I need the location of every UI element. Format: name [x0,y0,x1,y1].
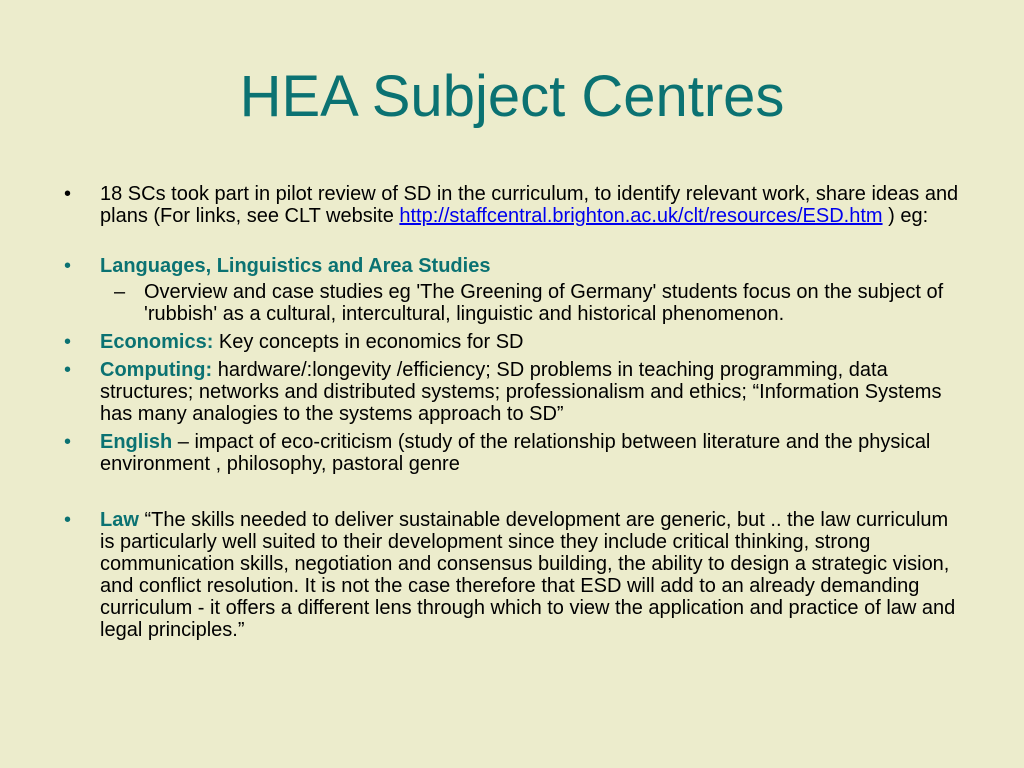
law-text: “The skills needed to deliver sustainable development are generic, but .. the law curriculum is particularly well suited to their development since they include critical thinking, strong communication skills, negotiation and consensus building, the ability to design a strategic vision, and conflict resolution. It is not the case therefore that ESD will add to an already demanding curriculum - it offers a different lens through which to view the application and practice of law and legal principles.” [100,509,956,641]
languages-heading: Languages, Linguistics and Area Studies [100,255,491,277]
bullet-item-economics [56,331,966,353]
english-text: – impact of eco-criticism (study of the relationship between literature and the physical environment , philosophy, pastoral genre [100,431,931,475]
bullet-item-english [56,431,966,475]
bullet-item-law [56,509,966,641]
bullet-icon: • [64,183,72,205]
bullet-item-languages [56,255,966,277]
slide-title: HEA Subject Centres [239,64,785,129]
bullet-icon: • [64,255,72,277]
bullet-icon: • [64,431,72,453]
bullet-item-intro [56,183,966,227]
bullet-icon: • [64,331,72,353]
intro-text-end: ) eg: [882,205,929,227]
intro-text: 18 SCs took part in pilot review of SD in the curriculum, to identify relevant work, share ideas and plans (For links, see CLT website [100,183,959,227]
economics-heading: Economics: [100,331,214,353]
languages-subitem [56,281,966,325]
bullet-icon: • [64,509,72,531]
english-heading: English [100,431,173,453]
computing-heading: Computing: [100,359,213,381]
bullet-icon: • [64,359,72,381]
computing-text: hardware/:longevity /efficiency; SD problems in teaching programming, data structures; networks and distributed systems; professionalism and ethics; “Information Systems has many analogies to the systems approach to SD” [100,359,942,425]
economics-text: Key concepts in economics for SD [213,331,524,353]
law-heading: Law [100,509,139,531]
languages-sub-text: Overview and case studies eg 'The Greening of Germany' students focus on the subject of 'rubbish' as a cultural, intercultural, linguistic and historical phenomenon. [144,281,944,325]
bullet-item-computing [56,359,966,425]
clt-website-link[interactable]: http://staffcentral.brighton.ac.uk/clt/resources/ESD.htm [399,205,883,227]
dash-icon: – [114,281,126,303]
bullet-list [56,183,966,641]
